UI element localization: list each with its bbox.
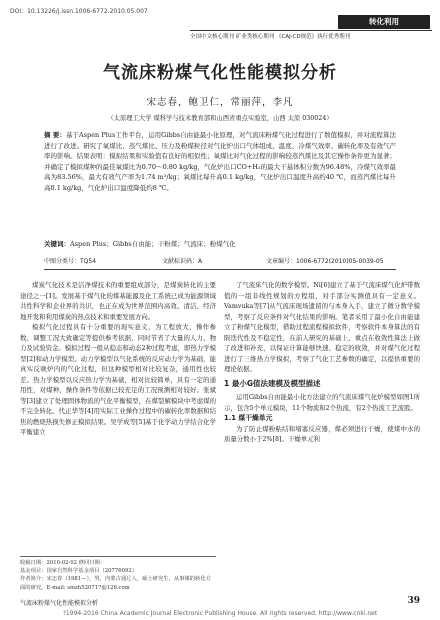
section-paragraph: 运用Gibbs自由能最小化方法建立的气流床煤气化炉模型如图1所示，包含5个单元模块，11个物流和2个热流，有2个热流工艺流股。 bbox=[224, 393, 420, 412]
affiliation: （太原理工大学 煤科学与技术教育部和山西省重点实验室，山西 太原 030024） bbox=[107, 115, 333, 122]
footnotes bbox=[20, 556, 216, 592]
subsection-heading: 1.1 煤干燥单元 bbox=[224, 414, 273, 422]
subsection-paragraph: 为了防止煤粉粘结和堵塞反应器，煤必须进行干燥，使煤中水的质量分数小于2%[8]。干燥单元利 bbox=[224, 424, 420, 443]
abstract-text: 基于Aspen Plus工作平台，运用Gibbs自由能最小化原理，对气流床粉煤气化过程进行了数值模拟，并对流程算法进行了改进。研究了氧煤比、蒸气煤比、压力及粉煤粒径对气化炉出口气体组成、温度、冷煤气效率、碳转化率及有效气产率的影响。结果表明：模拟结果和实验值有良好的相似性；氧煤比对气化过程的影响较蒸汽煤比及其它操作条件更为显著；并确定了模拟煤种的最佳氧煤比为0.70～0.80 kg/kg，气化炉出口CO+H₂的最大干基体积分数为96.48%，冷煤气效率最高为83.56%，最大有效气产率为1.74 m³/kg；氧煤比每升高0.1 kg/kg，气化炉出口温度升高约40 ℃，而蒸汽煤比每升高0.1 kg/kg，气化炉出口温度降低约8 ℃。 bbox=[44, 131, 396, 192]
intro-paragraph-1: 煤炭气化技术是洁净煤技术的重要组成部分，是煤炭转化的主要途径之一[1]。发展基于煤气化的煤基能源及化工系统已成为能源领域共性科学和企业界的共识，也正在成为世界范围内高效、清洁、经济地开发和利用煤炭的热点技术和重要发展方向。 bbox=[20, 281, 216, 321]
keywords-label: 关键词： bbox=[44, 240, 70, 248]
separator bbox=[44, 269, 396, 270]
left-column bbox=[20, 280, 216, 438]
clc-code: 中图分类号：TQ54 bbox=[44, 258, 97, 265]
article-number: 文章编号：1006-6772(2010)05-0039-05 bbox=[266, 258, 384, 265]
keywords bbox=[44, 239, 396, 248]
abstract bbox=[44, 130, 396, 194]
header-rule bbox=[190, 30, 432, 31]
footer-title: 气流床粉煤气化性能模拟分析 bbox=[20, 600, 99, 607]
section-tag: 转化利用 bbox=[338, 15, 430, 29]
received-date: 收稿日期：2010-02-02 修回日期： bbox=[20, 560, 106, 566]
abstract-label: 摘 要： bbox=[44, 131, 66, 139]
doc-code: 文献标识码：A bbox=[162, 258, 203, 265]
section-heading: 1 最小G值法建模及模型描述 bbox=[224, 378, 321, 388]
journal-line: 全国中文核心期刊 矿业类核心期刊 《CAJ-CD规范》执行优秀期刊 bbox=[190, 34, 351, 40]
doi-line: DOI：10.13226/j.issn.1006-6772.2010.05.007 bbox=[10, 8, 148, 15]
page-number: 39 bbox=[407, 596, 420, 606]
paper-title: 气流床粉煤气化性能模拟分析 bbox=[103, 63, 337, 83]
authors: 宋志春，鲍卫仁，常丽萍，李凡 bbox=[146, 97, 294, 108]
intro-paragraph-3: 了气流床气化的数学模型。Ni[6]建立了基于气流床煤气化炉带数值的一组非线性规划的方程组，对手部分实测值具有一定意义。Vamvuka等[7]从气流床现场遗留的与本身入手，建立了微分数学模型，考察了反应条件对气化结果的影响。笔者采用了最小化自由能建立了粉煤气化模型，借助过程流程模拟软件，考察软件本身算法的有限迭代性及不稳定性，在前人研究的基础上，重点在收敛性算法上做了改进和补充，以保证计算能够快速、稳定的收敛，并对煤气化过程进行了三维热力学模拟，考察了气化工艺参数的确定，以提供重要的理论依据。 bbox=[224, 281, 420, 373]
fund-note: 基金项目：国家自然科学基金项目（20776092） bbox=[20, 568, 138, 575]
right-column bbox=[224, 280, 420, 445]
copyright: ?1994-2016 China Academic Journal Electronic Publishing House. All rights reserved. http://www.cnki.net bbox=[62, 610, 378, 617]
intro-paragraph-2: 模拟气化过程具有十分重要的现实意义，为工程放大、操作参数、调整工况大致确定等提供参考依据，同时节省了大量的人力、物力及试验资金。模拟过程一般从稳态和动态2种过程考虑，即热力学模型[2]和动力学模型。动力学模型以气化系统的反应动力学为基础，能真实反映炉内的气化过程，但这种模型相对比较复杂，通用性也较差。热力学模型以反应热力学为基础，相对比较简单，具有一定的通用性，对煤种、操作条件等依据已较充足的工况预测相对较好。张斌等[3]建立了处理固体物流的气化平衡模型，在煤裂解模块中考虑煤的不完全转化。代正华等[4]用实际工业操作过程中的碳转化率数据和结焦的燃烧热损失修正模拟结果。吴学成等[5]基于化学动力学结合化学平衡建立 bbox=[20, 323, 216, 436]
keywords-text: Aspen Plus；Gibbs自由能；干粉煤；气流床；粉煤气化 bbox=[70, 240, 236, 248]
author-bio: 作者简介：宋志春（1981—），男，内蒙古通辽人，硕士研究生，从事煤的转化方面的研究。E-mail: smzh520717@126.com bbox=[20, 576, 211, 591]
